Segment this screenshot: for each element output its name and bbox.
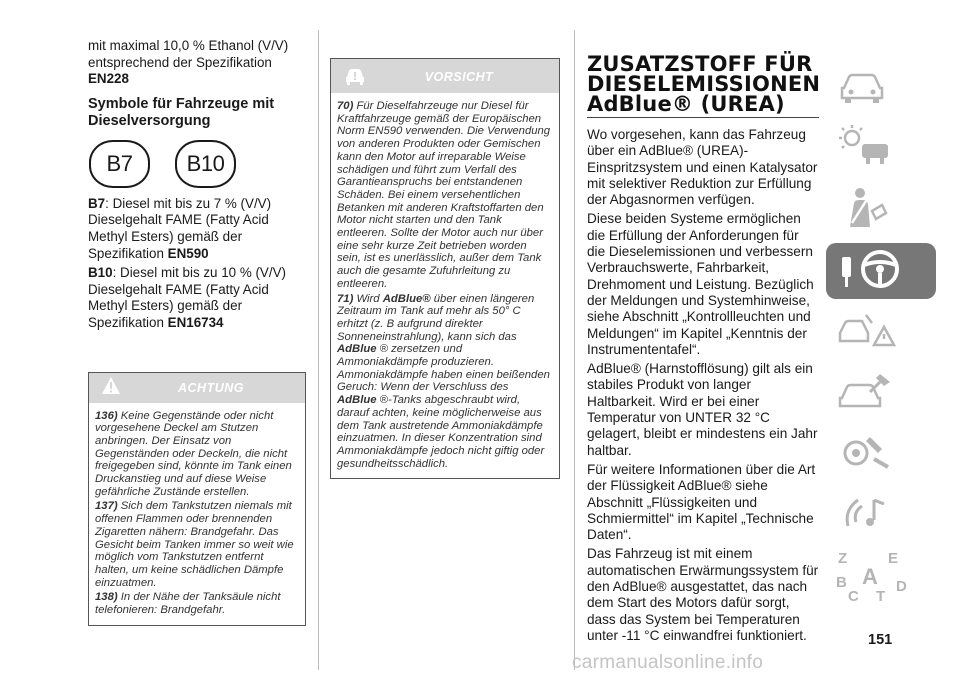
column-divider-left bbox=[318, 30, 319, 670]
index-letter: A bbox=[862, 564, 878, 589]
b7-spec: EN590 bbox=[167, 245, 209, 261]
caution-text: über einen längeren Zeitraum im Tank auf mehr als 50° C erhitzt (z. B aufgrund direkter Sonneneinstrahlung), kann sich das bbox=[337, 292, 535, 343]
column-divider-right bbox=[574, 30, 575, 670]
column-fuel-symbols bbox=[88, 38, 306, 626]
warning-item-137 bbox=[95, 500, 297, 589]
warning-item-text: In der Nähe der Tanksäule nicht telefonieren: Brandgefahr. bbox=[95, 591, 281, 617]
index-letter: B bbox=[836, 574, 847, 591]
watermark: carmanualsonline.info bbox=[572, 652, 764, 673]
fuel-badges bbox=[89, 140, 306, 188]
adblue-paragraph: Das Fahrzeug ist mit einem automatischen Erwärmungssystem für den AdBlue® ausgestattet, das nach dem Start des Motors dafür sorgt, dass das System bei Temperaturen unter -11 °C einwandfrei funktioniert. bbox=[587, 546, 819, 643]
adblue-term: AdBlue® bbox=[382, 292, 431, 305]
nav-tile-technical-data[interactable] bbox=[826, 426, 936, 482]
intro-paragraph bbox=[88, 38, 306, 88]
intro-line2: entsprechend der Spezifikation bbox=[88, 54, 272, 70]
nav-tile-multimedia[interactable] bbox=[826, 487, 936, 543]
wrench-gear-icon bbox=[836, 429, 896, 480]
warning-header bbox=[89, 373, 305, 403]
adblue-term: AdBlue bbox=[337, 394, 377, 407]
index-letter: C bbox=[848, 588, 859, 605]
warning-item-number: 137) bbox=[95, 500, 118, 513]
intro-line1: mit maximal 10,0 % Ethanol (V/V) bbox=[88, 38, 289, 53]
caution-text: ®-Tanks abgeschraubt wird, darauf achten, keine möglicherweise aus dem Tank austretende Ammoniakdämpfe einzuatmen. In dieser Konzentration sind Ammoniakdämpfe jedoch nicht giftig oder gesundheitsschädlich. bbox=[337, 394, 545, 470]
b10-text: : Diesel mit bis zu 10 % (V/V) Dieselgehalt FAME (Fatty Acid Methyl Esters) gemäß der Spezifikation bbox=[88, 265, 286, 330]
b10-code: B10 bbox=[88, 265, 113, 281]
b7-description bbox=[88, 196, 306, 262]
intro-spec: EN228 bbox=[88, 71, 129, 87]
warning-box bbox=[88, 372, 306, 626]
column-adblue bbox=[587, 54, 819, 644]
caution-title: VORSICHT bbox=[424, 70, 494, 84]
warning-item-text: Keine Gegenstände oder nicht vorgesehene Deckel am Stutzen anbringen. Der Einsatz von Gegenständen oder Deckeln, die nicht freigegeben sind, könnte im Tank einen Druckanstieg und auf diese Weise gefährliche Zustände erstellen. bbox=[95, 409, 292, 498]
nav-tile-maintenance[interactable] bbox=[826, 365, 936, 421]
caution-text: ® zersetzen und Ammoniakdämpfe produzieren. Ammoniakdämpfe haben einen beißenden Geruch: Wenn der Verschluss des bbox=[337, 343, 550, 394]
adblue-paragraph: Für weitere Informationen über die Art der Flüssigkeit AdBlue® siehe Abschnitt „Flüssigkeiten und Schmiermittel“ im Kapitel „Technische Daten“. bbox=[587, 461, 816, 543]
b10-description bbox=[88, 265, 306, 331]
caution-item-71 bbox=[337, 293, 551, 471]
crash-warning-icon bbox=[836, 307, 896, 358]
index-letter: T bbox=[876, 588, 886, 605]
warning-item-text: Sich dem Tankstutzen niemals mit offenen Flammen oder brennenden Zigaretten nähern: Brandgefahr. Das Gesicht beim Tanken immer so weit wie möglich vom Tankstutzen entfernt halten, um keine schädlichen Dämpfe einzuatmen. bbox=[95, 500, 294, 589]
caution-text: Wird bbox=[353, 292, 383, 305]
adblue-paragraph: AdBlue® (Harnstofflösung) gilt als ein stabiles Produkt von langer Haltbarkeit. Wird er bei einer Temperatur von UNTER 32 °C gelagert, bleibt er mindestens ein Jahr haltbar. bbox=[587, 361, 818, 458]
nav-tile-index[interactable] bbox=[826, 548, 936, 604]
chapter-navigation bbox=[826, 60, 936, 609]
fuel-badge-b7: B7 bbox=[89, 140, 150, 188]
warning-item-number: 138) bbox=[95, 591, 118, 604]
index-letters-icon bbox=[836, 550, 926, 605]
nav-tile-safety[interactable] bbox=[826, 182, 936, 238]
nav-tile-emergency[interactable] bbox=[826, 304, 936, 360]
warning-item-136 bbox=[95, 410, 297, 499]
b10-spec: EN16734 bbox=[167, 314, 224, 330]
car-icon bbox=[836, 66, 888, 111]
adblue-paragraph: Diese beiden Systeme ermöglichen die Erfüllung der Anforderungen für die Dieselemissionen und verbessern Verbrauchswerte, Fahrbarkeit, Drehmoment und Leistung. Bezüglich der Meldungen und Systemhinweise, siehe Abschnitt „Kontrollleuchten und Meldungen“ im Kapitel „Kenntnis der Instrumententafel“. bbox=[587, 211, 814, 357]
page-number: 151 bbox=[868, 632, 893, 648]
b7-text: : Diesel mit bis zu 7 % (V/V) Dieselgehalt FAME (Fatty Acid Methyl Esters) gemäß der Spezifikation bbox=[88, 195, 272, 261]
fuel-badge-b10: B10 bbox=[175, 140, 236, 188]
caution-body bbox=[331, 93, 559, 478]
warning-title: ACHTUNG bbox=[178, 380, 244, 395]
section-heading-diesel-symbols: Symbole für Fahrzeuge mit Dieselversorgung bbox=[88, 95, 275, 129]
caution-item-number: 70) bbox=[337, 100, 354, 112]
multimedia-icon bbox=[836, 490, 896, 541]
warning-item-138 bbox=[95, 591, 297, 616]
caution-item-70 bbox=[337, 100, 551, 291]
section-title-adblue bbox=[587, 54, 819, 114]
warning-item-number: 136) bbox=[95, 409, 118, 422]
caution-item-number: 71) bbox=[337, 292, 354, 305]
seatbelt-icon bbox=[836, 185, 896, 236]
caution-box bbox=[330, 58, 560, 479]
column-caution bbox=[330, 58, 560, 479]
nav-tile-driving-active[interactable] bbox=[826, 243, 936, 299]
adblue-paragraph: Wo vorgesehen, kann das Fahrzeug über ein AdBlue® (UREA)-Einspritzsystem und einen Katalysator mit selektiver Reduktion zur Erfüllung der Abgasnormen verfügen. bbox=[587, 127, 818, 208]
nav-tile-instruments[interactable] bbox=[826, 121, 936, 177]
steering-wheel-key-icon bbox=[836, 245, 916, 298]
title-underline bbox=[587, 117, 819, 118]
caution-item-text: Für Dieselfahrzeuge nur Diesel für Kraftfahrzeuge gemäß der Europäischen Norm EN590 verwenden. Die Verwendung von anderen Produkten oder Gemischen kann den Motor auf irreparable Weise schädigen und führt zum Verfall des Garantieanspruchs bei entstandenen Schäden. Bei einem versehentlichen Betanken mit anderen Kraftstoffarten den Motor nicht starten und den Tank entleeren. Sollte der Motor auch nur über eine sehr kurze Zeit betrieben worden sein, ist es unerlässlich, außer dem Tank auch die gesamte Zufuhrleitung zu entleeren. bbox=[337, 100, 551, 290]
adblue-term: AdBlue bbox=[337, 343, 377, 356]
title-line: DIESELEMISSIONEN bbox=[587, 72, 821, 96]
index-letter: Z bbox=[838, 550, 848, 567]
index-letter: D bbox=[896, 578, 907, 595]
title-line: AdBlue® (UREA) bbox=[587, 92, 785, 116]
car-service-icon bbox=[836, 368, 896, 419]
warning-body bbox=[89, 403, 305, 625]
b7-code: B7 bbox=[88, 195, 106, 211]
index-letter: E bbox=[888, 550, 899, 567]
caution-header bbox=[331, 59, 559, 93]
nav-tile-vehicle[interactable] bbox=[826, 60, 936, 116]
title-line: ZUSATZSTOFF FÜR bbox=[587, 52, 813, 76]
warning-lights-icon bbox=[836, 124, 896, 175]
